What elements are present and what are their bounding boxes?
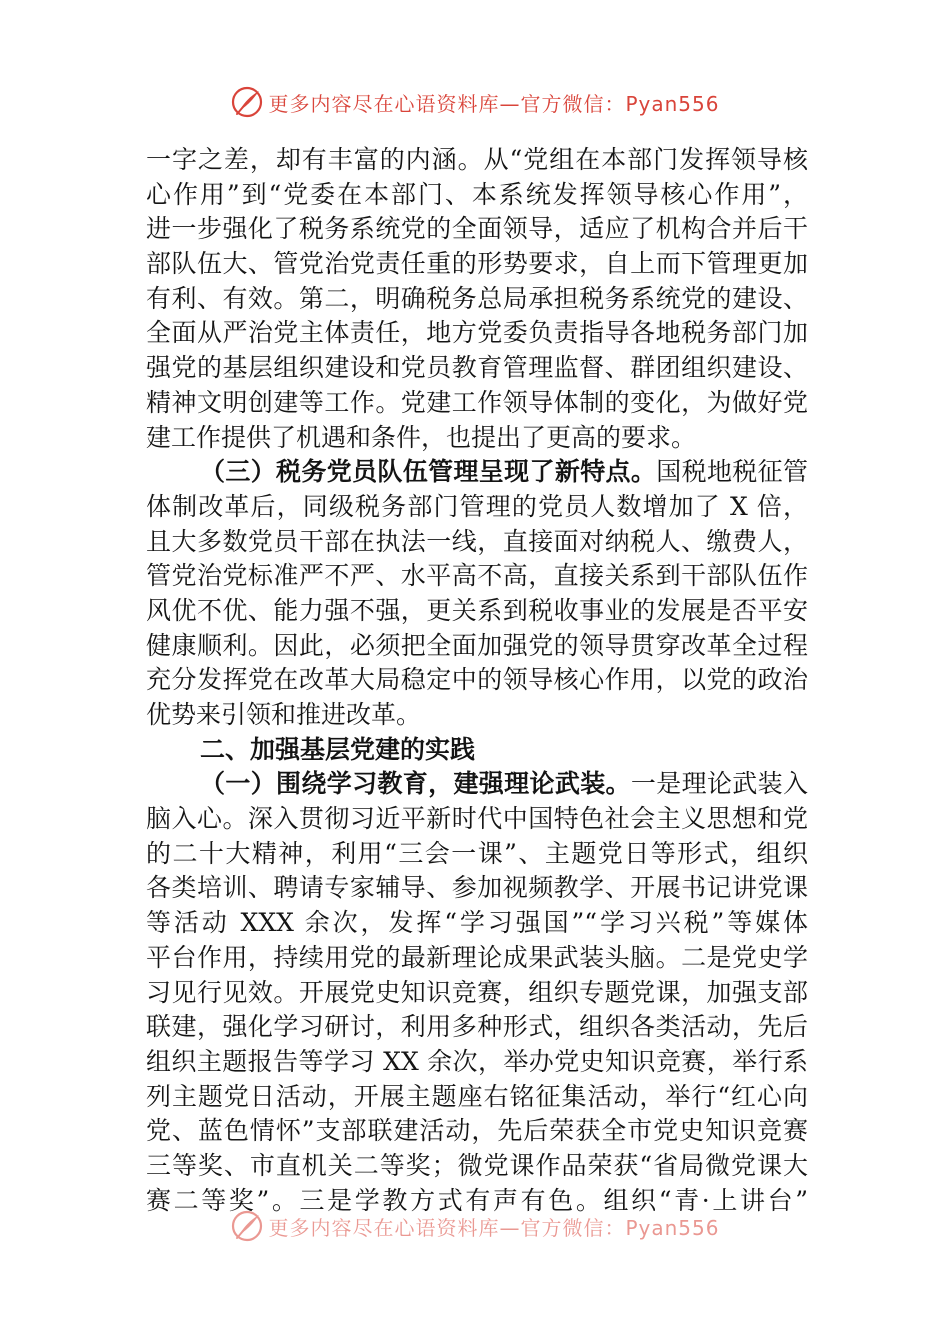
quill-logo-icon bbox=[230, 85, 264, 119]
text-line: 一字之差，却有丰富的内涵。从“党组在本部门发挥领导核 bbox=[146, 145, 808, 174]
text-line: 风优不优、能力强不强，更关系到税收事业的发展是否平安 bbox=[146, 595, 808, 625]
text-line: 部队伍大、管党治党责任重的形势要求，自上而下管理更加 bbox=[146, 249, 808, 279]
text-line: 党、蓝色情怀”支部联建活动，先后荣获全市党史知识竞赛 bbox=[146, 1116, 808, 1146]
text-line: 各类培训、聘请专家辅导、参加视频教学、开展书记讲党课 bbox=[146, 873, 808, 903]
text-line: 体制改革后，同级税务部门管理的党员人数增加了 X 倍， bbox=[146, 491, 808, 521]
text-line: 联建，强化学习研讨，利用多种形式，组织各类活动，先后 bbox=[146, 1012, 808, 1042]
paragraph-first-line bbox=[146, 455, 808, 490]
text-line: 优势来引领和推进改革。 bbox=[146, 700, 422, 729]
text-line: 脑入心。深入贯彻习近平新时代中国特色社会主义思想和党 bbox=[146, 804, 808, 834]
text-line: 等活动 XXX 余次，发挥“学习强国”“学习兴税”等媒体 bbox=[146, 908, 808, 938]
watermark-footer bbox=[0, 1206, 950, 1246]
text-line: 健康顺利。因此，必须把全面加强党的领导贯穿改革全过程 bbox=[146, 630, 808, 660]
text-line: 全面从严治党主体责任，地方党委负责指导各地税务部门加 bbox=[146, 318, 808, 348]
text-line: 三等奖、市直机关二等奖；微党课作品荣获“省局微党课大 bbox=[146, 1150, 808, 1180]
watermark-text: 更多内容尽在心语资料库—官方微信：Pyan556 bbox=[268, 1215, 720, 1240]
paragraph-first-line bbox=[146, 767, 808, 802]
text-line: 强党的基层组织建设和党员教育管理监督、群团组织建设、 bbox=[146, 353, 808, 383]
text-line: 精神文明创建等工作。党建工作领导体制的变化，为做好党 bbox=[146, 387, 808, 417]
text-line: 列主题党日活动，开展主题座右铭征集活动，举行“红心向 bbox=[146, 1081, 808, 1111]
text-line: 心作用”到“党委在本部门、本系统发挥领导核心作用”， bbox=[146, 179, 808, 209]
text-line: 管党治党标准严不严、水平高不高，直接关系到干部队伍作 bbox=[146, 561, 808, 591]
text-line: 充分发挥党在改革大局稳定中的领导核心作用，以党的政治 bbox=[146, 665, 808, 695]
text-line: 赛二等奖”。三是学教方式有声有色。组织“青·上讲台” bbox=[146, 1185, 808, 1215]
section-heading: 二、加强基层党建的实践 bbox=[200, 734, 476, 764]
quill-logo-icon bbox=[230, 1209, 264, 1243]
watermark-header bbox=[0, 82, 950, 122]
text-run: 国税地税征管 bbox=[656, 457, 808, 487]
text-line: 组织主题报告等学习 XX 余次，举办党史知识竞赛，举行系 bbox=[146, 1046, 808, 1076]
text-line: 习见行见效。开展党史知识竞赛，组织专题党课，加强支部 bbox=[146, 977, 808, 1007]
text-run: 一是理论武装入 bbox=[630, 769, 808, 799]
section-lead: （三）税务党员队伍管理呈现了新特点。 bbox=[200, 457, 657, 487]
watermark-text: 更多内容尽在心语资料库—官方微信：Pyan556 bbox=[268, 91, 720, 116]
section-lead: （一）围绕学习教育，建强理论武装。 bbox=[200, 769, 631, 799]
text-line: 的二十大精神，利用“三会一课”、主题党日等形式，组织 bbox=[146, 838, 808, 868]
text-line: 平台作用，持续用党的最新理论成果武装头脑。二是党史学 bbox=[146, 942, 808, 972]
document-body bbox=[146, 143, 808, 1218]
text-line: 建工作提供了机遇和条件，也提出了更高的要求。 bbox=[146, 422, 697, 452]
text-line: 且大多数党员干部在执法一线，直接面对纳税人、缴费人， bbox=[146, 526, 808, 556]
text-line: 有利、有效。第二，明确税务总局承担税务系统党的建设、 bbox=[146, 283, 808, 313]
text-line: 进一步强化了税务系统党的全面领导，适应了机构合并后干 bbox=[146, 214, 808, 244]
